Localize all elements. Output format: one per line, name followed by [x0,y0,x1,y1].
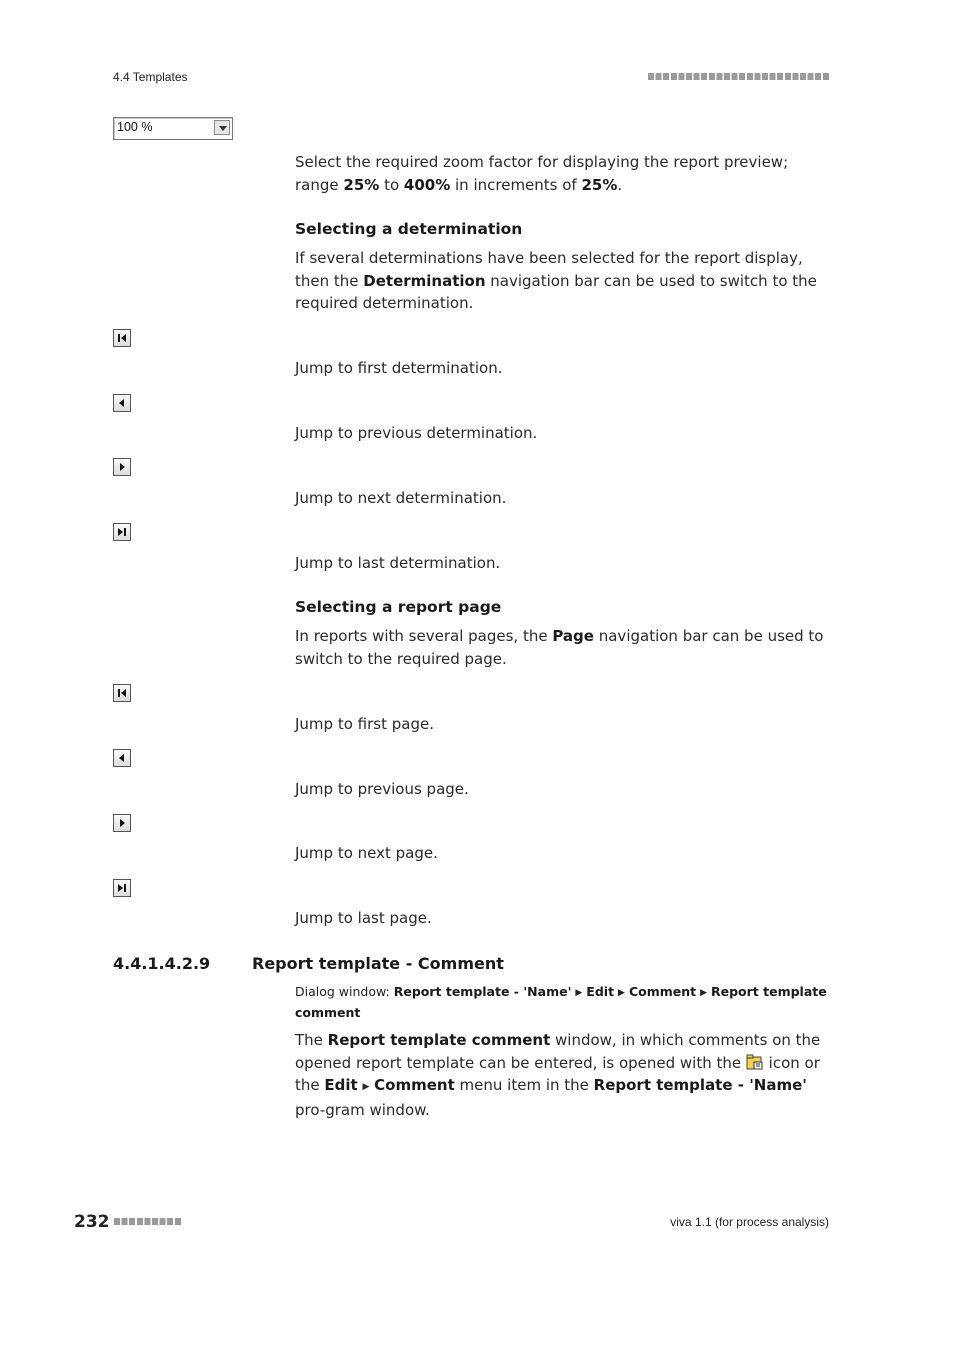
page-intro: In reports with several pages, the Page navigation bar can be used to switch to the required page. [295,627,824,668]
last-determination-button[interactable] [113,523,131,541]
arrow-right-icon: ▶ [362,1082,370,1092]
determination-intro: If several determinations have been selected for the report display, then the Determination navigation bar can be used to switch to the required determination. [295,249,817,312]
previous-icon [117,398,127,408]
next-page-button[interactable] [113,814,131,832]
chevron-down-icon[interactable] [214,120,230,135]
previous-determination-desc: Jump to previous determination. [295,424,538,442]
page-number: 232 [74,1212,110,1232]
footer-decoration [114,1218,182,1225]
section-number: 4.4.1.4.2.9 [113,954,211,973]
header-decoration [648,73,830,80]
next-page-desc: Jump to next page. [295,844,438,862]
zoom-select-value: 100 % [117,120,153,134]
first-determination-button[interactable] [113,329,131,347]
skip-last-icon [117,883,127,893]
first-page-desc: Jump to first page. [295,715,434,733]
skip-last-icon [117,527,127,537]
previous-icon [117,753,127,763]
previous-determination-button[interactable] [113,394,131,412]
subheading-report-page: Selecting a report page [295,598,502,616]
arrow-right-icon: ▶ [618,988,625,998]
skip-first-icon [117,688,127,698]
section-description: The Report template comment window, in which comments on the opened report template can be entered, is opened with the icon or the Edit ▶ Comment menu item in the Report template - 'Name' pro-gram window. [295,1031,821,1119]
dialog-path: Dialog window: Report template - 'Name' ▶ Edit ▶ Comment ▶ Report template comment [295,984,827,1020]
subheading-determination: Selecting a determination [295,220,523,238]
zoom-description: Select the required zoom factor for displaying the report preview; range 25% to 400% in increments of 25%. [295,153,789,194]
next-icon [117,462,127,472]
arrow-right-icon: ▶ [575,988,583,998]
product-name: viva 1.1 (for process analysis) [670,1215,829,1229]
previous-page-button[interactable] [113,749,131,767]
next-determination-desc: Jump to next determination. [295,489,507,507]
zoom-select[interactable] [113,117,233,140]
comment-folder-icon [746,1053,764,1071]
last-page-button[interactable] [113,879,131,897]
running-header: 4.4 Templates [113,70,188,84]
next-determination-button[interactable] [113,458,131,476]
section-title: Report template - Comment [252,954,504,973]
arrow-right-icon: ▶ [700,988,708,998]
last-page-desc: Jump to last page. [295,909,432,927]
previous-page-desc: Jump to previous page. [295,780,469,798]
next-icon [117,818,127,828]
first-page-button[interactable] [113,684,131,702]
last-determination-desc: Jump to last determination. [295,554,501,572]
first-determination-desc: Jump to first determination. [295,359,503,377]
skip-first-icon [117,333,127,343]
